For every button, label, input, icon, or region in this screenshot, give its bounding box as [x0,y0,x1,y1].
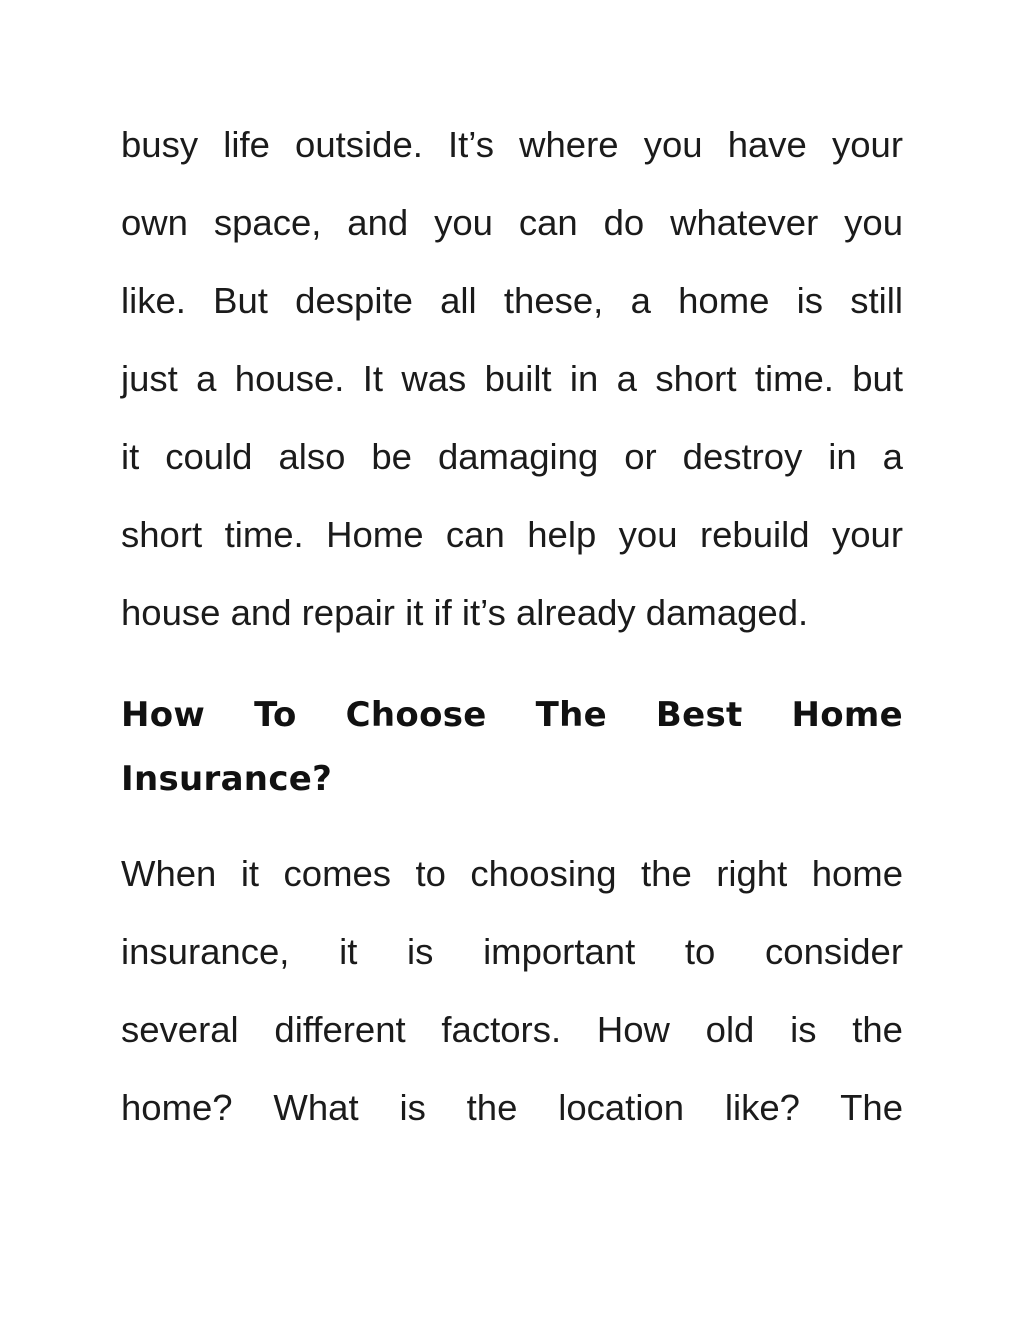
paragraph-line: just a house. It was built in a short time. but [121,358,903,399]
paragraph-line: home? What is the location like? The [121,1087,903,1128]
paragraph-line: it could also be damaging or destroy in a [121,436,903,477]
paragraph-line: own space, and you can do whatever you [121,202,903,243]
paragraph-line: several different factors. How old is the [121,1009,903,1050]
paragraph-line: like. But despite all these, a home is still [121,280,903,321]
paragraph-line: short time. Home can help you rebuild your [121,514,903,555]
paragraph-line: busy life outside. It’s where you have your [121,124,903,165]
paragraph-line: insurance, it is important to consider [121,931,903,972]
paragraph-line: house and repair it if it’s already damaged. [121,592,809,633]
heading-line: How To Choose The Best Home [121,695,903,735]
paragraph-line: When it comes to choosing the right home [121,853,903,894]
heading-line: Insurance? [121,759,333,799]
